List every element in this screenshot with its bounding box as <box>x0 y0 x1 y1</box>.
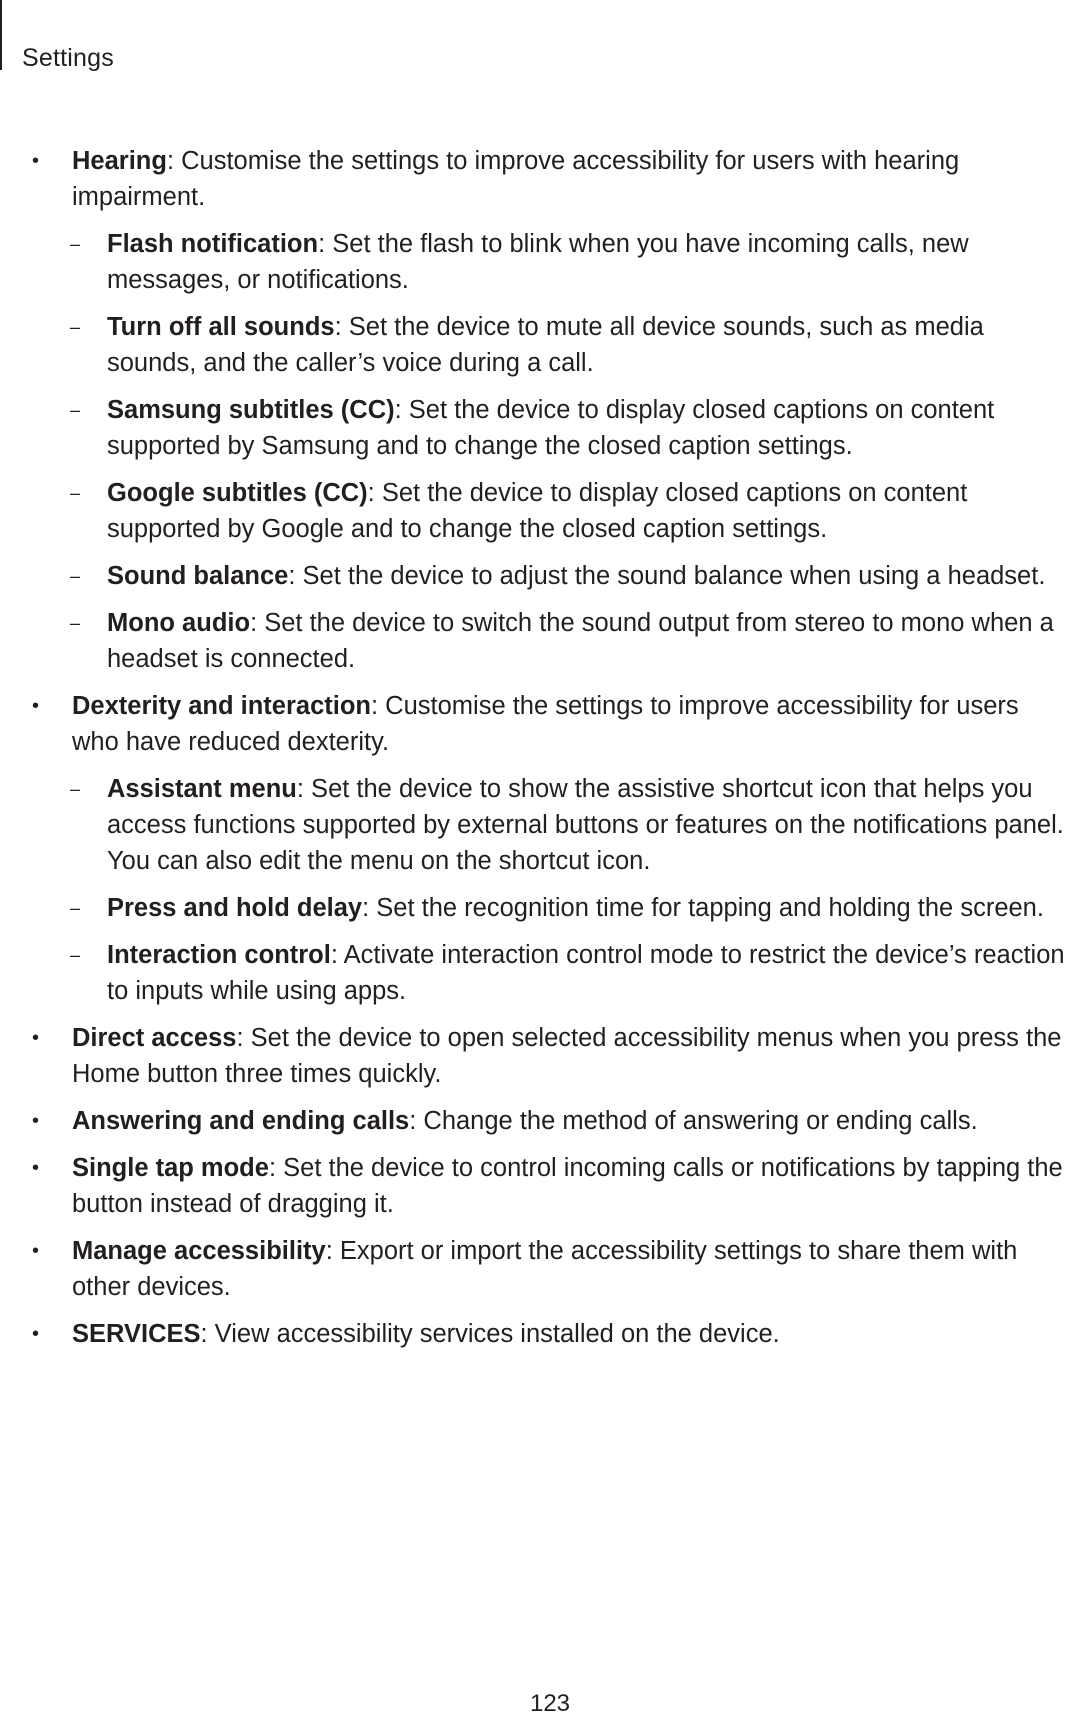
dash-icon: – <box>70 613 81 633</box>
item-description: : Export or import the accessibility settings to share them with other devices. <box>72 1237 1018 1301</box>
sub-item-flash-notification <box>0 226 1070 298</box>
bullet-icon: • <box>32 1240 40 1262</box>
sub-item-term: Samsung subtitles (CC) <box>107 396 395 424</box>
item-term: SERVICES <box>72 1320 201 1348</box>
item-term: Hearing <box>72 147 167 175</box>
item-term: Dexterity and interaction <box>72 692 371 720</box>
item-description: : View accessibility services installed on the device. <box>200 1320 780 1348</box>
list-item-services <box>0 1316 1070 1352</box>
sub-item-mono-audio <box>0 605 1070 677</box>
bullet-icon: • <box>32 1110 40 1132</box>
sub-item-press-and-hold-delay <box>0 890 1070 926</box>
sub-item-description: : Set the device to adjust the sound balance when using a headset. <box>288 562 1046 590</box>
bullet-icon: • <box>32 150 40 172</box>
item-term: Direct access <box>72 1024 237 1052</box>
sub-item-assistant-menu <box>0 771 1070 879</box>
sub-item-description: : Set the device to display closed captions on content supported by Samsung and to change the closed caption settings. <box>107 396 995 460</box>
sub-item-term: Flash notification <box>107 230 319 258</box>
bullet-icon: • <box>32 695 40 717</box>
bullet-icon: • <box>32 1323 40 1345</box>
item-description: : Set the device to control incoming calls or notifications by tapping the button instead of dragging it. <box>72 1154 1063 1218</box>
page-number: 123 <box>529 1690 571 1717</box>
sub-item-samsung-subtitles <box>0 392 1070 464</box>
bullet-icon: • <box>32 1157 40 1179</box>
item-description: : Change the method of answering or ending calls. <box>409 1107 978 1135</box>
sub-item-term: Assistant menu <box>107 775 297 803</box>
sub-item-description: : Set the device to mute all device sounds, such as media sounds, and the caller’s voice during a call. <box>107 313 984 377</box>
list-item-manage-accessibility <box>0 1233 1070 1305</box>
sub-item-description: : Set the device to show the assistive shortcut icon that helps you access functions supported by external buttons or features on the notifications panel. You can also edit the menu on the shortcut icon. <box>107 775 1064 875</box>
sub-item-description: : Activate interaction control mode to restrict the device’s reaction to inputs while using apps. <box>107 941 1065 1005</box>
sub-item-term: Mono audio <box>107 609 251 637</box>
sub-item-google-subtitles <box>0 475 1070 547</box>
sub-item-description: : Set the device to switch the sound output from stereo to mono when a headset is connected. <box>107 609 1054 673</box>
list-item-direct-access <box>0 1020 1070 1092</box>
dash-icon: – <box>70 779 81 799</box>
item-term: Manage accessibility <box>72 1237 326 1265</box>
dash-icon: – <box>70 400 81 420</box>
item-term: Answering and ending calls <box>72 1107 410 1135</box>
list-item-dexterity-and-interaction <box>0 688 1070 760</box>
dash-icon: – <box>70 898 81 918</box>
bullet-icon: • <box>32 1027 40 1049</box>
item-description: : Customise the settings to improve accessibility for users with hearing impairment. <box>72 147 960 211</box>
sub-item-description: : Set the recognition time for tapping and holding the screen. <box>362 894 1044 922</box>
item-description: : Customise the settings to improve accessibility for users who have reduced dexterity. <box>72 692 1019 756</box>
dash-icon: – <box>70 483 81 503</box>
dash-icon: – <box>70 566 81 586</box>
list-item-answering-and-ending-calls <box>0 1103 1070 1139</box>
page-header-title: Settings <box>22 44 114 72</box>
document-body <box>0 143 1074 1363</box>
item-term: Single tap mode <box>72 1154 269 1182</box>
dash-icon: – <box>70 945 81 965</box>
sub-item-term: Interaction control <box>107 941 331 969</box>
sub-item-term: Turn off all sounds <box>107 313 335 341</box>
list-item-hearing <box>0 143 1070 215</box>
sub-item-description: : Set the flash to blink when you have incoming calls, new messages, or notifications. <box>107 230 969 294</box>
sub-item-sound-balance <box>0 558 1070 594</box>
dash-icon: – <box>70 317 81 337</box>
dash-icon: – <box>70 234 81 254</box>
list-item-single-tap-mode <box>0 1150 1070 1222</box>
sub-item-description: : Set the device to display closed captions on content supported by Google and to change the closed caption settings. <box>107 479 968 543</box>
sub-item-term: Google subtitles (CC) <box>107 479 368 507</box>
sub-item-term: Press and hold delay <box>107 894 363 922</box>
sub-item-turn-off-all-sounds <box>0 309 1070 381</box>
sub-item-term: Sound balance <box>107 562 289 590</box>
header-rule <box>0 0 2 70</box>
sub-item-interaction-control <box>0 937 1070 1009</box>
item-description: : Set the device to open selected accessibility menus when you press the Home button three times quickly. <box>72 1024 1062 1088</box>
